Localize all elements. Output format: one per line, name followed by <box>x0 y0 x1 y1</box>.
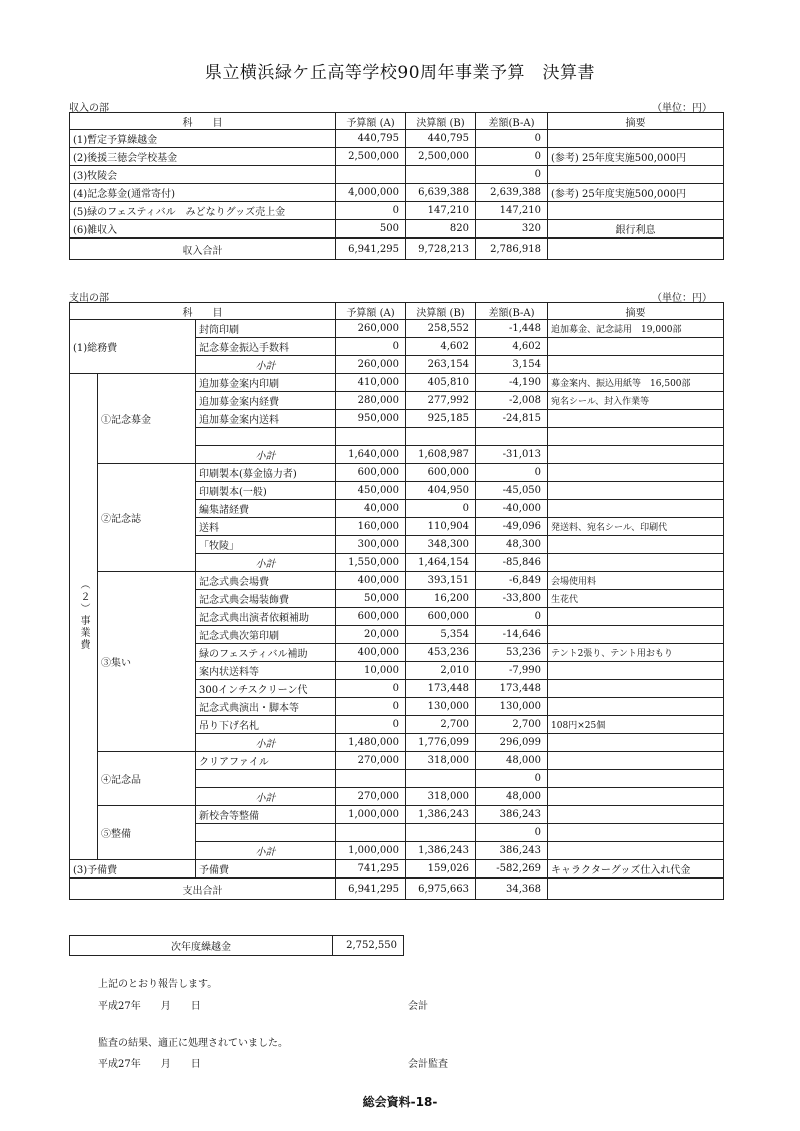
income-budget: 440,795 <box>336 130 406 148</box>
expense-budget: 40,000 <box>336 500 406 518</box>
expense-item-name: 送料 <box>196 518 336 536</box>
expense-item-name <box>196 824 336 842</box>
table-row <box>70 320 724 338</box>
income-section-label: 収入の部 <box>69 103 109 114</box>
expense-item-name: 編集諸経費 <box>196 500 336 518</box>
expense-note: 生花代 <box>548 590 724 608</box>
expense-note <box>548 446 724 464</box>
expense-actual: 4,602 <box>406 338 476 356</box>
expense-budget: 260,000 <box>336 356 406 374</box>
expense-note <box>548 842 724 860</box>
expense-item-name: 吊り下げ名札 <box>196 716 336 734</box>
income-total-row <box>70 238 724 260</box>
expense-budget: 20,000 <box>336 626 406 644</box>
table-row <box>70 148 724 166</box>
expense-budget: 1,480,000 <box>336 734 406 752</box>
expense-actual <box>406 428 476 446</box>
table-row <box>70 184 724 202</box>
expense-note: キャラクターグッズ仕入れ代金 <box>548 860 724 879</box>
expense-total-row <box>70 878 724 900</box>
expense-total-diff: 34,368 <box>476 878 548 900</box>
expense-note <box>548 500 724 518</box>
expense-actual: 600,000 <box>406 464 476 482</box>
income-total-label: 収入合計 <box>70 238 336 260</box>
expense-actual: 173,448 <box>406 680 476 698</box>
expense-note <box>548 338 724 356</box>
expense-group-label: ③集い <box>98 572 196 752</box>
income-item-name: (2)後援三徳会学校基金 <box>70 148 336 166</box>
expense-diff: 0 <box>476 464 548 482</box>
subtotal-label: 小計 <box>196 788 336 806</box>
carry-over-table <box>69 935 404 956</box>
income-budget <box>336 166 406 184</box>
expense-note <box>548 698 724 716</box>
expense-note <box>548 662 724 680</box>
expense-budget: 160,000 <box>336 518 406 536</box>
expense-diff: -7,990 <box>476 662 548 680</box>
expense-item-name: 記念式典会場装飾費 <box>196 590 336 608</box>
expense-actual: 453,236 <box>406 644 476 662</box>
expense-group-label: ②記念誌 <box>98 464 196 572</box>
expense-diff: -2,008 <box>476 392 548 410</box>
expense-actual: 0 <box>406 500 476 518</box>
unit-label-expense: （単位：円） <box>652 293 712 304</box>
table-row <box>70 130 724 148</box>
income-item-name: (3)牧陵会 <box>70 166 336 184</box>
expense-item-name: 案内状送料等 <box>196 662 336 680</box>
income-header-row <box>70 113 724 130</box>
expense-item-name: クリアファイル <box>196 752 336 770</box>
income-actual: 820 <box>406 220 476 239</box>
expense-diff: -49,096 <box>476 518 548 536</box>
expense-budget: 450,000 <box>336 482 406 500</box>
expense-total-actual: 6,975,663 <box>406 878 476 900</box>
header-subject: 科 目 <box>70 303 336 320</box>
expense-item-name: 新校舎等整備 <box>196 806 336 824</box>
expense-budget: 400,000 <box>336 572 406 590</box>
expense-budget: 260,000 <box>336 320 406 338</box>
expense-budget: 1,640,000 <box>336 446 406 464</box>
expense-diff: -85,846 <box>476 554 548 572</box>
expense-budget <box>336 824 406 842</box>
income-note: 銀行利息 <box>548 220 724 239</box>
table-row <box>70 464 724 482</box>
expense-note <box>548 536 724 554</box>
expense-note: 108円×25個 <box>548 716 724 734</box>
income-actual: 440,795 <box>406 130 476 148</box>
expense-diff: -14,646 <box>476 626 548 644</box>
expense-budget: 950,000 <box>336 410 406 428</box>
expense-note: 発送料、宛名シール、印刷代 <box>548 518 724 536</box>
expense-item-name: 予備費 <box>196 860 336 879</box>
expense-actual: 405,810 <box>406 374 476 392</box>
expense-budget: 270,000 <box>336 752 406 770</box>
header-budget: 予算額 (A) <box>336 303 406 320</box>
expense-budget: 600,000 <box>336 608 406 626</box>
expense-header-row <box>70 303 724 320</box>
expense-note: 会場使用料 <box>548 572 724 590</box>
expense-note: 追加募金、記念誌用 19,000部 <box>548 320 724 338</box>
expense-diff: -6,849 <box>476 572 548 590</box>
expense-actual: 263,154 <box>406 356 476 374</box>
income-note: (参考) 25年度実施500,000円 <box>548 184 724 202</box>
expense-diff: -582,269 <box>476 860 548 879</box>
expense-note <box>548 410 724 428</box>
table-row <box>70 374 724 392</box>
expense-diff: 3,154 <box>476 356 548 374</box>
subtotal-label: 小計 <box>196 356 336 374</box>
header-actual: 決算額 (B) <box>406 113 476 130</box>
expense-budget: 270,000 <box>336 788 406 806</box>
expense-actual: 1,776,099 <box>406 734 476 752</box>
income-diff: 147,210 <box>476 202 548 220</box>
income-actual <box>406 166 476 184</box>
expense-actual: 159,026 <box>406 860 476 879</box>
income-note: (参考) 25年度実施500,000円 <box>548 148 724 166</box>
expense-note <box>548 356 724 374</box>
expense-diff: 296,099 <box>476 734 548 752</box>
expense-table <box>69 302 724 900</box>
unit-label-income: （単位：円） <box>652 103 712 114</box>
expense-note <box>548 824 724 842</box>
expense-item-name: 追加募金案内経費 <box>196 392 336 410</box>
report-date: 平成27年 月 日 <box>98 1001 201 1012</box>
expense-item-name: 緑のフェスティバル補助 <box>196 644 336 662</box>
expense-budget: 0 <box>336 698 406 716</box>
expense-diff <box>476 428 548 446</box>
header-actual: 決算額 (B) <box>406 303 476 320</box>
income-diff: 2,639,388 <box>476 184 548 202</box>
table-row <box>70 220 724 239</box>
income-actual: 2,500,000 <box>406 148 476 166</box>
expense-actual: 1,386,243 <box>406 806 476 824</box>
expense-diff: 173,448 <box>476 680 548 698</box>
expense-budget: 280,000 <box>336 392 406 410</box>
expense-item-name: 記念式典次第印刷 <box>196 626 336 644</box>
page-title: 県立横浜緑ケ丘高等学校90周年事業予算 決算書 <box>204 63 596 83</box>
expense-section-label: 支出の部 <box>69 293 109 304</box>
expense-actual: 393,151 <box>406 572 476 590</box>
expense-note <box>548 428 724 446</box>
income-actual: 6,639,388 <box>406 184 476 202</box>
header-budget: 予算額 (A) <box>336 113 406 130</box>
expense-group-label: ①記念募金 <box>98 374 196 464</box>
expense-item-name: 封筒印刷 <box>196 320 336 338</box>
expense-diff: 0 <box>476 608 548 626</box>
income-note <box>548 202 724 220</box>
expense-actual: 277,992 <box>406 392 476 410</box>
expense-actual: 5,354 <box>406 626 476 644</box>
subtotal-label: 小計 <box>196 734 336 752</box>
general-affairs-label: (1)総務費 <box>70 320 196 374</box>
expense-diff: 53,236 <box>476 644 548 662</box>
expense-note <box>548 788 724 806</box>
expense-budget: 741,295 <box>336 860 406 879</box>
expense-note <box>548 464 724 482</box>
table-row <box>70 806 724 824</box>
expense-diff: 386,243 <box>476 806 548 824</box>
income-diff: 320 <box>476 220 548 239</box>
income-note <box>548 130 724 148</box>
report-statement: 上記のとおり報告します。 <box>98 979 218 990</box>
table-row <box>70 860 724 879</box>
page-footer: 総会資料-18- <box>362 1095 438 1109</box>
expense-actual: 1,608,987 <box>406 446 476 464</box>
expense-diff: -24,815 <box>476 410 548 428</box>
header-note: 摘要 <box>548 303 724 320</box>
expense-actual: 348,300 <box>406 536 476 554</box>
expense-actual: 600,000 <box>406 608 476 626</box>
expense-note <box>548 680 724 698</box>
expense-total-note <box>548 878 724 900</box>
expense-note <box>548 626 724 644</box>
expense-budget: 1,550,000 <box>336 554 406 572</box>
income-diff: 0 <box>476 130 548 148</box>
table-row <box>70 572 724 590</box>
expense-item-name: 記念式典会場費 <box>196 572 336 590</box>
subtotal-label: 小計 <box>196 842 336 860</box>
header-note: 摘要 <box>548 113 724 130</box>
expense-budget: 0 <box>336 716 406 734</box>
expense-actual: 318,000 <box>406 788 476 806</box>
expense-item-name: 追加募金案内送料 <box>196 410 336 428</box>
expense-item-name: 印刷製本(一般) <box>196 482 336 500</box>
header-diff: 差額(B-A) <box>476 303 548 320</box>
expense-budget: 300,000 <box>336 536 406 554</box>
report-role-accountant: 会計 <box>408 1001 428 1012</box>
expense-item-name: 印刷製本(募金協力者) <box>196 464 336 482</box>
income-budget: 500 <box>336 220 406 239</box>
carry-over-label: 次年度繰越金 <box>70 936 333 956</box>
expense-note <box>548 770 724 788</box>
expense-item-name: 追加募金案内印刷 <box>196 374 336 392</box>
expense-actual <box>406 824 476 842</box>
expense-budget: 1,000,000 <box>336 842 406 860</box>
expense-item-name: 300インチスクリーン代 <box>196 680 336 698</box>
expense-diff: 4,602 <box>476 338 548 356</box>
income-budget: 2,500,000 <box>336 148 406 166</box>
expense-actual: 1,464,154 <box>406 554 476 572</box>
expense-diff: 0 <box>476 824 548 842</box>
expense-diff: 2,700 <box>476 716 548 734</box>
income-total-budget: 6,941,295 <box>336 238 406 260</box>
expense-note: 宛名シール、封入作業等 <box>548 392 724 410</box>
audit-statement: 監査の結果、適正に処理されていました。 <box>98 1038 288 1049</box>
expense-budget <box>336 428 406 446</box>
income-total-actual: 9,728,213 <box>406 238 476 260</box>
expense-note: 募金案内、振込用紙等 16,500部 <box>548 374 724 392</box>
project-expense-text: （２）事業費 <box>78 579 89 651</box>
expense-diff: -45,050 <box>476 482 548 500</box>
expense-actual: 16,200 <box>406 590 476 608</box>
expense-note <box>548 608 724 626</box>
expense-note <box>548 752 724 770</box>
income-item-name: (1)暫定予算繰越金 <box>70 130 336 148</box>
table-row <box>70 202 724 220</box>
expense-diff: -40,000 <box>476 500 548 518</box>
subtotal-label: 小計 <box>196 554 336 572</box>
expense-note: テント2張り、テント用おもり <box>548 644 724 662</box>
expense-total-label: 支出合計 <box>70 878 336 900</box>
table-row <box>70 752 724 770</box>
expense-actual: 130,000 <box>406 698 476 716</box>
expense-budget: 10,000 <box>336 662 406 680</box>
expense-budget: 410,000 <box>336 374 406 392</box>
expense-item-name <box>196 428 336 446</box>
expense-budget: 1,000,000 <box>336 806 406 824</box>
expense-actual <box>406 770 476 788</box>
expense-total-budget: 6,941,295 <box>336 878 406 900</box>
expense-budget <box>336 770 406 788</box>
income-budget: 4,000,000 <box>336 184 406 202</box>
expense-item-name: 記念式典出演者依頼補助 <box>196 608 336 626</box>
income-diff: 0 <box>476 166 548 184</box>
expense-actual: 404,950 <box>406 482 476 500</box>
carry-over-value: 2,752,550 <box>333 936 404 956</box>
expense-actual: 110,904 <box>406 518 476 536</box>
expense-item-name <box>196 770 336 788</box>
expense-group-label: ⑤整備 <box>98 806 196 860</box>
expense-actual: 1,386,243 <box>406 842 476 860</box>
expense-diff: -4,190 <box>476 374 548 392</box>
expense-diff: 130,000 <box>476 698 548 716</box>
expense-actual: 2,010 <box>406 662 476 680</box>
expense-actual: 2,700 <box>406 716 476 734</box>
expense-diff: 48,000 <box>476 752 548 770</box>
expense-budget: 400,000 <box>336 644 406 662</box>
header-diff: 差額(B-A) <box>476 113 548 130</box>
expense-diff: 48,300 <box>476 536 548 554</box>
report-role-auditor: 会計監査 <box>408 1059 448 1070</box>
income-item-name: (4)記念募金(通常寄付) <box>70 184 336 202</box>
income-total-diff: 2,786,918 <box>476 238 548 260</box>
expense-note <box>548 806 724 824</box>
income-item-name: (5)緑のフェスティバル みどなりグッズ売上金 <box>70 202 336 220</box>
expense-diff: 386,243 <box>476 842 548 860</box>
expense-diff: -31,013 <box>476 446 548 464</box>
expense-budget: 50,000 <box>336 590 406 608</box>
header-subject: 科 目 <box>70 113 336 130</box>
expense-item-name: 記念式典演出・脚本等 <box>196 698 336 716</box>
expense-note <box>548 554 724 572</box>
project-expense-label <box>70 374 98 860</box>
expense-actual: 318,000 <box>406 752 476 770</box>
expense-item-name: 「牧陵」 <box>196 536 336 554</box>
expense-diff: -1,448 <box>476 320 548 338</box>
expense-note <box>548 734 724 752</box>
income-item-name: (6)雑収入 <box>70 220 336 239</box>
expense-actual: 258,552 <box>406 320 476 338</box>
income-budget: 0 <box>336 202 406 220</box>
reserve-label: (3)予備費 <box>70 860 196 879</box>
expense-note <box>548 482 724 500</box>
expense-group-label: ④記念品 <box>98 752 196 806</box>
subtotal-label: 小計 <box>196 446 336 464</box>
expense-budget: 0 <box>336 338 406 356</box>
expense-budget: 0 <box>336 680 406 698</box>
table-row <box>70 166 724 184</box>
expense-budget: 600,000 <box>336 464 406 482</box>
expense-diff: 0 <box>476 770 548 788</box>
expense-diff: 48,000 <box>476 788 548 806</box>
expense-diff: -33,800 <box>476 590 548 608</box>
income-note <box>548 166 724 184</box>
income-total-note <box>548 238 724 260</box>
audit-date: 平成27年 月 日 <box>98 1059 201 1070</box>
income-table <box>69 112 724 260</box>
expense-item-name: 記念募金振込手数料 <box>196 338 336 356</box>
income-actual: 147,210 <box>406 202 476 220</box>
income-diff: 0 <box>476 148 548 166</box>
expense-actual: 925,185 <box>406 410 476 428</box>
